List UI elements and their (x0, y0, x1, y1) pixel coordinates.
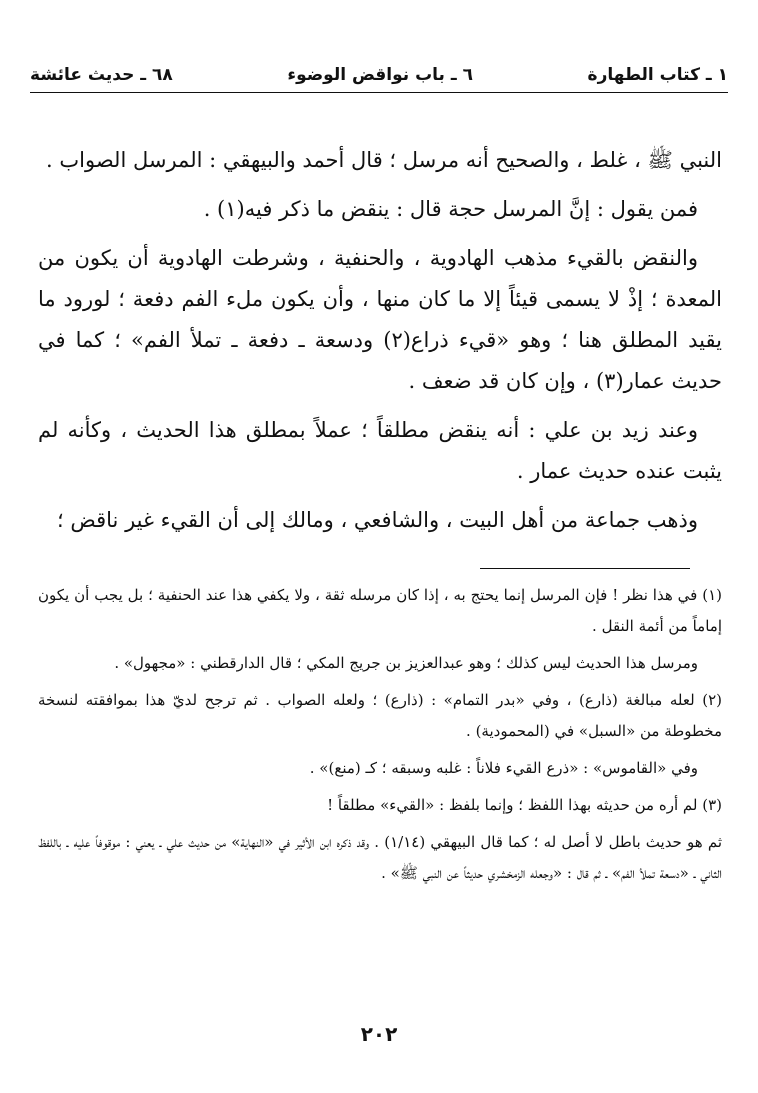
running-header (30, 60, 728, 90)
paragraph-5: وذهب جماعة من أهل البيت ، والشافعي ، ومالك إلى أن القيء غير ناقض ؛ (57, 508, 698, 532)
footnotes (38, 580, 722, 895)
header-chapter-title: ٦ ـ باب نواقض الوضوء (287, 65, 473, 85)
footnote-1: (١) في هذا نظر ! فإن المرسل إنما يحتج به ، إذا كان مرسله ثقة ، ولا يكفي هذا عند الحنفية ؛ بل يجب أن يكون إماماً من أئمة النقل . (38, 586, 722, 635)
footnote-divider (480, 568, 690, 569)
header-book-title: ١ ـ كتاب الطهارة (587, 65, 728, 85)
header-divider (30, 92, 728, 93)
main-text (38, 140, 722, 549)
paragraph-2: فمن يقول : إنَّ المرسل حجة قال : ينقض ما ذكر فيه(١) . (203, 197, 698, 221)
paragraph-1: النبي ﷺ ، غلط ، والصحيح أنه مرسل ؛ قال أحمد والبيهقي : المرسل الصواب . (46, 148, 722, 172)
page-number: ٢٠٢ (360, 1022, 398, 1046)
paragraph-3: والنقض بالقيء مذهب الهادوية ، والحنفية ، وشرطت الهادوية أن يكون من المعدة ؛ إذْ لا يسمى قيئاً إلا ما كان منها ، وأن يكون ملء الفم دفعة ؛ لورود ما يقيد المطلق هنا ؛ وهو «قيء ذراع(٢) ودسعة ـ دفعة ـ تملأ الفم» ؛ كما في حديث عمار(٣) ، وإن كان قد ضعف . (38, 246, 722, 393)
footnote-2: (٢) لعله مبالغة (ذارع) ، وفي «بدر التمام» : (ذارع) ؛ ولعله الصواب . ثم ترجح لديّ هذا بموافقته لنسخة مخطوطة من «السبل» في (المحمودية) . (38, 691, 722, 740)
footnote-2-continued: وفي «القاموس» : «ذرع القيء فلاناً : غلبه وسبقه ؛ كـ (منع)» . (309, 759, 698, 777)
footnote-1-continued: ومرسل هذا الحديث ليس كذلك ؛ وهو عبدالعزيز بن جريج المكي ؛ قال الدارقطني : «مجهول» . (114, 654, 698, 672)
header-hadith-title: ٦٨ ـ حديث عائشة (30, 65, 173, 85)
footnote-3-continued: ثم هو حديث باطل لا أصل له ؛ كما قال البيهقي (١/١٤) . وقد ذكره ابن الأثير في «النهاية» من حديث علي ـ يعني : موقوفاً عليه ـ باللفظ الثاني ـ «دسعة تملأ الفم» ـ ثم قال : «وجعله الزمخشري حديثاً عن النبي ﷺ» . (38, 833, 722, 882)
paragraph-4: وعند زيد بن علي : أنه ينقض مطلقاً ؛ عملاً بمطلق هذا الحديث ، وكأنه لم يثبت عنده حديث عمار . (38, 418, 722, 483)
footnote-3: (٣) لم أره من حديثه بهذا اللفظ ؛ وإنما بلفظ : «القيء» مطلقاً ! (327, 796, 722, 814)
